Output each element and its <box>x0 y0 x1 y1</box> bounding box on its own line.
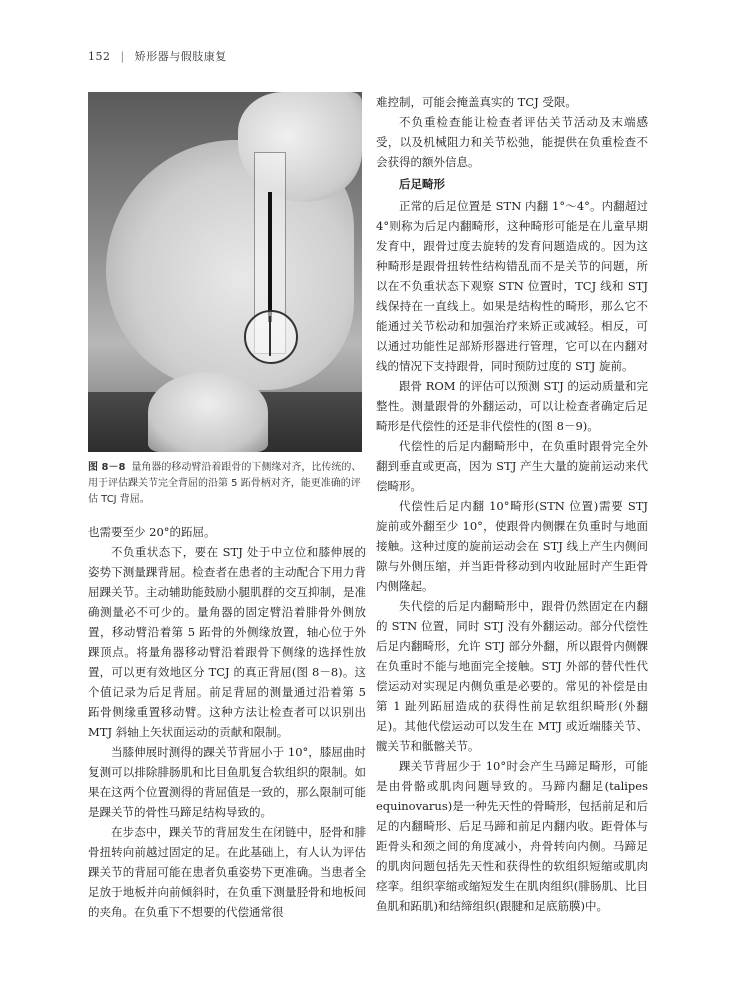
header-separator: | <box>120 49 125 63</box>
right-paragraph: 踝关节背屈少于 10°时会产生马蹄足畸形，可能是由骨骼或肌肉问题导致的。马蹄内翻足(talipes equinovarus)是一种先天性的骨畸形，包括前足和后足的内翻畸形、后足马蹄和前足内翻内收。距骨体与距骨头和颈之间的角度减小，舟骨转向内侧。马蹄足的肌肉问题包括先天性和获得性的软组织短缩或肌肉痉挛。组织挛缩或缩短发生在肌肉组织(腓肠肌、比目鱼肌和跖肌)和结缔组织(跟腱和足底筋膜)中。 <box>376 759 648 913</box>
page-header <box>88 48 227 64</box>
figure-photo <box>88 92 362 452</box>
left-column <box>88 92 366 922</box>
left-paragraph: 不负重状态下，要在 STJ 处于中立位和膝伸展的姿势下测量踝背屈。检查者在患者的主动配合下用力背屈踝关节。主动辅助能鼓励小腿肌群的交互抑制，是准确测量必不可少的。量角器的固定臂沿着腓骨外侧放置，移动臂沿着第 5 跖骨的外侧缘放置，轴心位于外踝顶点。将量角器移动臂沿着跟骨下侧缘的选择性放置，可以更有效地区分 TCJ 的真正背屈(图 8－8)。这个值记录为后足背屈。前足背屈的测量通过沿着第 5 跖骨侧缘重置移动臂。这种方法让检查者可以识别出 MTJ 斜轴上矢状面运动的贡献和限制。 <box>88 545 366 739</box>
right-paragraph: 代偿性的后足内翻畸形中，在负重时跟骨完全外翻到垂直或更高，因为 STJ 产生大量的旋前运动来代偿畸形。 <box>376 439 648 493</box>
photo-goniometer-arm <box>268 192 272 322</box>
left-paragraph: 在步态中，踝关节的背屈发生在闭链中，胫骨和腓骨扭转向前越过固定的足。在此基础上，有人认为评估踝关节的背屈可能在患者负重姿势下更准确。当患者全足放于地板并向前倾斜时，在负重下测量胫骨和地板间的夹角。在负重下不想要的代偿通常很 <box>88 825 366 919</box>
section-subheading: 后足畸形 <box>399 177 445 191</box>
left-paragraph: 当膝伸展时测得的踝关节背屈小于 10°，膝屈曲时复测可以排除腓肠肌和比目鱼肌复合软组织的限制。如果在这两个位置测得的背屈值是一致的，那么限制可能是踝关节的骨性马蹄足结构导致的。 <box>88 745 366 819</box>
right-paragraph: 不负重检查能让检查者评估关节活动及末端感受，以及机械阻力和关节松弛，能提供在负重检查不会获得的额外信息。 <box>376 115 648 169</box>
book-title: 矫形器与假肢康复 <box>134 50 227 63</box>
left-paragraph: 也需要至少 20°的跖屈。 <box>88 525 216 539</box>
right-paragraph: 失代偿的后足内翻畸形中，跟骨仍然固定在内翻的 STN 位置，同时 STJ 没有外翻运动。部分代偿性后足内翻畸形，允许 STJ 部分外翻，所以跟骨内侧髁在负重时不能与地面完全接触。STJ 外部的替代性代偿运动对实现足内侧负重是必要的。常见的补偿是由第 1 趾列跖屈造成的获得性前足软组织畸形(外翻足)。其他代偿运动可以发生在 MTJ 或近端膝关节、髋关节和骶髂关节。 <box>376 599 648 753</box>
figure-caption-text: 量角器的移动臂沿着跟骨的下侧缘对齐，比传统的、用于评估踝关节完全背屈的沿第 5 跖骨柄对齐，能更准确的评估 TCJ 背屈。 <box>88 462 362 505</box>
goniometer-icon <box>244 310 298 364</box>
right-paragraph: 跟骨 ROM 的评估可以预测 STJ 的运动质量和完整性。测量跟骨的外翻运动，可以让检查者确定后足畸形是代偿性的还是非代偿性的(图 8－9)。 <box>376 379 648 433</box>
page-number: 152 <box>88 49 111 63</box>
right-paragraph: 代偿性后足内翻 10°畸形(STN 位置)需要 STJ 旋前或外翻至少 10°，使跟骨内侧髁在负重时与地面接触。这种过度的旋前运动会在 STJ 线上产生内侧间隙与外侧压缩，并当距骨移动到内收趾屈时产生距骨内侧隆起。 <box>376 499 648 593</box>
right-column <box>376 92 648 916</box>
right-paragraph: 难控制，可能会掩盖真实的 TCJ 受限。 <box>376 95 577 109</box>
figure-label: 图 8－8 <box>88 462 126 473</box>
figure-caption <box>88 460 366 508</box>
left-body-text <box>88 522 366 922</box>
right-paragraph: 正常的后足位置是 STN 内翻 1°～4°。内翻超过 4°则称为后足内翻畸形，这种畸形可能是在儿童早期发育中，跟骨过度去旋转的发育问题造成的。因为这种畸形是跟骨扭转性结构错乱而不是关节的问题，所以在不负重状态下观察 STN 位置时，TCJ 线和 STJ 线保持在一直线上。如果是结构性的畸形，那么它不能通过关节松动和加强治疗来矫正或减轻。相反，可以通过功能性足部矫形器进行管理，它可以在内翻对线的情况下支持跟骨，同时预防过度的 STJ 旋前。 <box>376 199 648 373</box>
photo-hand-bottom <box>148 372 268 452</box>
